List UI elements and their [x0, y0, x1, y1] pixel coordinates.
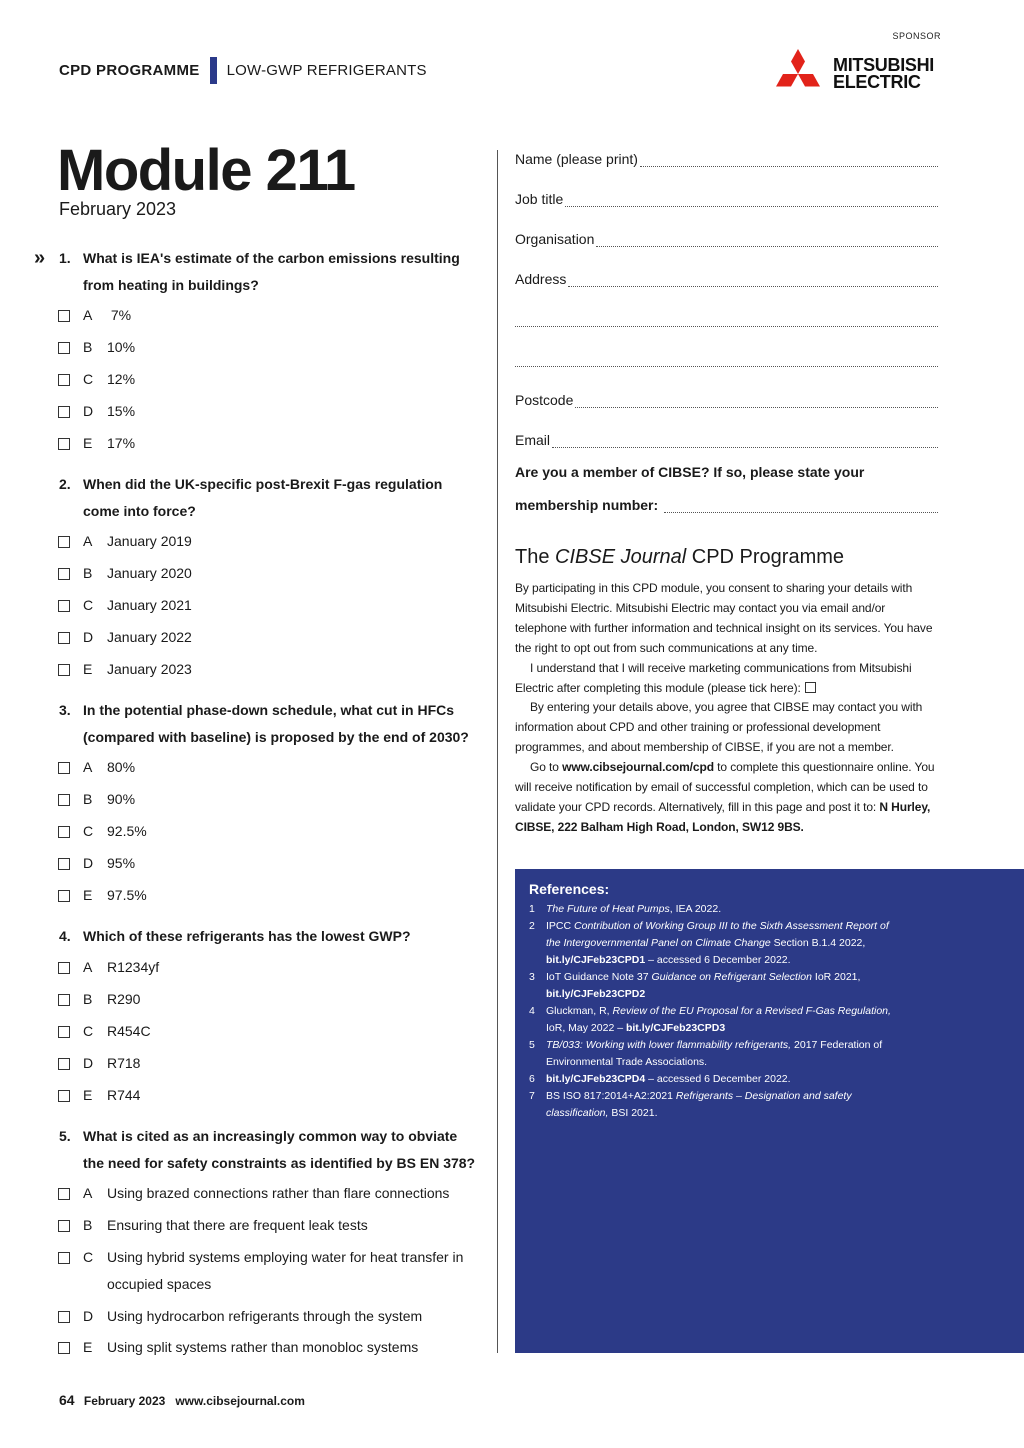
- question-1-option-c[interactable]: C 12%: [58, 366, 478, 393]
- checkbox[interactable]: [58, 1220, 70, 1232]
- checkbox[interactable]: [58, 374, 70, 386]
- organisation-field[interactable]: Organisation: [515, 227, 938, 247]
- three-diamonds-icon: [769, 49, 827, 99]
- address-field[interactable]: Address: [515, 267, 938, 287]
- page-number: 64: [59, 1392, 75, 1408]
- option-text: 95%: [107, 855, 136, 871]
- reference-item: 1 The Future of Heat Pumps, IEA 2022.: [529, 903, 722, 915]
- cpd-paragraph-1: By participating in this CPD module, you consent to sharing your details with Mitsubishi Electric. Mitsubishi Electric may contact you via email and/or telephone with further information and technical insight on its services. You have the right to opt out from such communications at any time.: [515, 581, 933, 655]
- mitsubishi-electric-logo: [769, 49, 934, 99]
- cpd-paragraph-2: I understand that I will receive marketing communications from Mitsubishi Electric after completing this module (please tick here):: [515, 660, 912, 695]
- reference-item: 2 IPCC Contribution of Working Group III to the Sixth Assessment Report of the Intergovernmental Panel on Climate Change Section B.1.4 2022, bit.ly/CJFeb23CPD1 – accessed 6 December 2022.: [529, 920, 889, 966]
- question-text: What is IEA's estimate of the carbon emissions resulting from heating in buildings?: [83, 250, 460, 293]
- footer-date: February 2023: [83, 1394, 166, 1408]
- option-text: 80%: [107, 759, 136, 775]
- email-field[interactable]: Email: [515, 428, 938, 448]
- cpd-heading: The CIBSE Journal CPD Programme: [515, 546, 845, 568]
- module-date: February 2023: [59, 199, 177, 219]
- question-2-option-c[interactable]: C January 2021: [58, 592, 478, 619]
- question-4: [59, 923, 479, 950]
- programme-label: CPD PROGRAMME: [59, 62, 200, 79]
- checkbox[interactable]: [58, 994, 70, 1006]
- cpd-paragraph-3: By entering your details above, you agree that CIBSE may contact you with information about CPD and other training or professional development programmes, and about membership of CIBSE, if you are not a member.: [515, 700, 923, 755]
- question-4-option-a[interactable]: A R1234yf: [58, 954, 478, 981]
- question-5-option-a[interactable]: A Using brazed connections rather than flare connections: [58, 1180, 478, 1207]
- membership-number-field[interactable]: membership number:: [515, 493, 938, 513]
- references-title: References:: [529, 881, 610, 897]
- checkbox[interactable]: [58, 962, 70, 974]
- option-text: R718: [107, 1055, 141, 1071]
- checkbox[interactable]: [58, 438, 70, 450]
- option-text: January 2020: [107, 565, 192, 581]
- job-title-field[interactable]: Job title: [515, 187, 938, 207]
- option-text: January 2022: [107, 629, 192, 645]
- checkbox[interactable]: [58, 536, 70, 548]
- question-5-option-d[interactable]: D Using hydrocarbon refrigerants through the system: [58, 1303, 478, 1330]
- question-3-option-b[interactable]: B 90%: [58, 786, 478, 813]
- question-4-option-d[interactable]: D R718: [58, 1050, 478, 1077]
- checkbox[interactable]: [58, 600, 70, 612]
- module-title: Module 211: [57, 138, 355, 203]
- option-text: 10%: [107, 339, 136, 355]
- address-line-2[interactable]: [515, 307, 938, 327]
- question-text: When did the UK-specific post-Brexit F-gas regulation come into force?: [83, 476, 443, 519]
- page-footer: [59, 1392, 305, 1408]
- question-2-option-d[interactable]: D January 2022: [58, 624, 478, 651]
- option-text: 90%: [107, 791, 136, 807]
- reference-link[interactable]: bit.ly/CJFeb23CPD2: [546, 988, 646, 1000]
- question-5: [59, 1123, 479, 1176]
- option-text: Using hybrid systems employing water for heat transfer in occupied spaces: [107, 1249, 464, 1292]
- question-number: 1.: [59, 250, 71, 266]
- question-2-option-b[interactable]: B January 2020: [58, 560, 478, 587]
- column-divider: [497, 150, 498, 1353]
- question-4-option-e[interactable]: E R744: [58, 1082, 478, 1109]
- option-text: R744: [107, 1087, 141, 1103]
- question-number: 2.: [59, 476, 71, 492]
- question-3-option-a[interactable]: A 80%: [58, 754, 478, 781]
- checkbox[interactable]: [58, 664, 70, 676]
- question-text: What is cited as an increasingly common way to obviate the need for safety constraints as identified by BS EN 378?: [83, 1128, 476, 1171]
- option-text: January 2023: [107, 661, 192, 677]
- option-text: R1234yf: [107, 959, 160, 975]
- address-line-3[interactable]: [515, 347, 938, 367]
- references-panel: [515, 869, 1024, 1353]
- reference-item: 4 Gluckman, R, Review of the EU Proposal for a Revised F-Gas Regulation, IoR, May 2022 – bit.ly/CJFeb23CPD3: [529, 1005, 891, 1034]
- logo-text-line1: MITSUBISHI: [833, 55, 935, 75]
- checkbox[interactable]: [58, 1058, 70, 1070]
- footer-url[interactable]: www.cibsejournal.com: [175, 1394, 305, 1408]
- option-text: January 2019: [107, 533, 192, 549]
- option-text: 92.5%: [107, 823, 147, 839]
- checkbox[interactable]: [58, 632, 70, 644]
- question-1-option-a[interactable]: A 7%: [58, 302, 478, 329]
- question-number: 4.: [59, 928, 71, 944]
- question-5-option-e[interactable]: E Using split systems rather than monobloc systems: [58, 1334, 478, 1361]
- postal-address: N Hurley, CIBSE, 222 Balham High Road, London, SW12 9BS.: [515, 799, 931, 834]
- checkbox[interactable]: [58, 1311, 70, 1323]
- question-text: In the potential phase-down schedule, what cut in HFCs (compared with baseline) is proposed by the end of 2030?: [83, 702, 469, 745]
- option-text: Using hydrocarbon refrigerants through the system: [107, 1308, 423, 1324]
- question-number: 5.: [59, 1128, 71, 1144]
- topic-label: LOW-GWP REFRIGERANTS: [226, 62, 427, 79]
- checkbox[interactable]: [58, 1090, 70, 1102]
- question-text: Which of these refrigerants has the lowest GWP?: [83, 928, 411, 944]
- option-text: Using brazed connections rather than flare connections: [107, 1185, 450, 1201]
- reference-link[interactable]: bit.ly/CJFeb23CPD1: [546, 954, 646, 966]
- checkbox[interactable]: [58, 1252, 70, 1264]
- question-3-option-d[interactable]: D 95%: [58, 850, 478, 877]
- cpd-url-link[interactable]: www.cibsejournal.com/cpd: [562, 760, 714, 775]
- question-4-option-c[interactable]: C R454C: [58, 1018, 478, 1045]
- question-1: [59, 245, 479, 298]
- checkbox[interactable]: [58, 890, 70, 902]
- checkbox[interactable]: [58, 406, 70, 418]
- option-text: 7%: [107, 307, 132, 323]
- question-3-option-e[interactable]: E 97.5%: [58, 882, 478, 909]
- checkbox[interactable]: [58, 1342, 70, 1354]
- option-text: R454C: [107, 1023, 151, 1039]
- cpd-body: [515, 579, 940, 838]
- postcode-field[interactable]: Postcode: [515, 388, 938, 408]
- question-5-option-b[interactable]: B Ensuring that there are frequent leak tests: [58, 1212, 478, 1239]
- checkbox[interactable]: [58, 762, 70, 774]
- checkbox[interactable]: [58, 826, 70, 838]
- question-5-option-c[interactable]: C Using hybrid systems employing water for heat transfer in occupied spaces: [58, 1244, 478, 1298]
- question-1-option-e[interactable]: E 17%: [58, 430, 478, 457]
- question-1-option-b[interactable]: B 10%: [58, 334, 478, 361]
- name-field[interactable]: Name (please print): [515, 147, 938, 167]
- option-text: 17%: [107, 435, 136, 451]
- option-text: Ensuring that there are frequent leak tests: [107, 1217, 368, 1233]
- reference-item: 3 IoT Guidance Note 37 Guidance on Refrigerant Selection IoR 2021, bit.ly/CJFeb23CPD2: [529, 971, 861, 1000]
- cpd-paragraph-4: Go to www.cibsejournal.com/cpd to complete this questionnaire online. You will receive notification by email of successful completion, which can be used to validate your CPD records. Alternatively, fill in this page and post it to: N Hurley, CIBSE, 222 Balham High Road, London, SW12 9BS.: [515, 760, 935, 834]
- question-1-option-d[interactable]: D 15%: [58, 398, 478, 425]
- option-text: R290: [107, 991, 141, 1007]
- option-text: 12%: [107, 371, 136, 387]
- checkbox[interactable]: [58, 342, 70, 354]
- header-divider-bar: [210, 57, 217, 84]
- question-3-option-c[interactable]: C 92.5%: [58, 818, 478, 845]
- option-text: 15%: [107, 403, 136, 419]
- question-4-option-b[interactable]: B R290: [58, 986, 478, 1013]
- reference-item: 7 BS ISO 817:2014+A2:2021 Refrigerants – Designation and safety classification, BSI 2021.: [529, 1090, 852, 1119]
- checkbox[interactable]: [58, 1026, 70, 1038]
- reference-item: 6 bit.ly/CJFeb23CPD4 – accessed 6 December 2022.: [529, 1073, 791, 1085]
- checkbox[interactable]: [58, 858, 70, 870]
- sponsor-label: SPONSOR: [892, 31, 941, 41]
- checkbox[interactable]: [58, 568, 70, 580]
- option-text: Using split systems rather than monobloc systems: [107, 1339, 419, 1355]
- question-number: 3.: [59, 702, 71, 718]
- checkbox[interactable]: [58, 1188, 70, 1200]
- reference-link[interactable]: bit.ly/CJFeb23CPD3: [625, 1022, 726, 1034]
- reference-item: 5 TB/033: Working with lower flammability refrigerants, 2017 Federation of Environmental Trade Associations.: [529, 1039, 883, 1068]
- option-text: 97.5%: [107, 887, 147, 903]
- logo-text-line2: ELECTRIC: [833, 72, 921, 92]
- membership-question: Are you a member of CIBSE? If so, please state your: [515, 464, 865, 480]
- double-chevron-right-icon: »: [34, 247, 46, 269]
- checkbox[interactable]: [58, 794, 70, 806]
- checkbox[interactable]: [58, 310, 70, 322]
- question-3: [59, 697, 479, 750]
- question-2-option-e[interactable]: E January 2023: [58, 656, 478, 683]
- reference-link[interactable]: bit.ly/CJFeb23CPD4: [546, 1073, 646, 1085]
- option-text: January 2021: [107, 597, 192, 613]
- question-2-option-a[interactable]: A January 2019: [58, 528, 478, 555]
- section-header: [59, 57, 427, 84]
- marketing-consent-checkbox[interactable]: [805, 682, 816, 693]
- question-2: [59, 471, 479, 524]
